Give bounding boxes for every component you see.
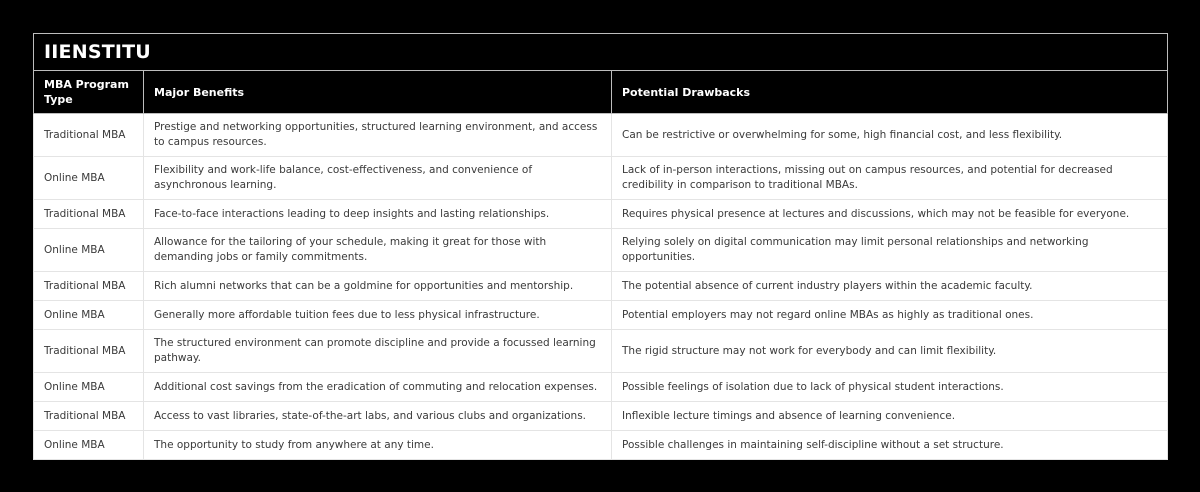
title-row — [34, 34, 1168, 71]
table-row — [34, 200, 1168, 229]
benefits-cell: Generally more affordable tuition fees due to less physical infrastructure. — [144, 301, 612, 330]
drawbacks-cell: Requires physical presence at lectures and discussions, which may not be feasible for everyone. — [612, 200, 1168, 229]
program-type-cell: Traditional MBA — [34, 272, 144, 301]
table-row — [34, 229, 1168, 272]
drawbacks-cell: Inflexible lecture timings and absence of learning convenience. — [612, 402, 1168, 431]
drawbacks-cell: Possible feelings of isolation due to lack of physical student interactions. — [612, 373, 1168, 402]
comparison-table-container — [33, 33, 1167, 460]
program-type-cell: Online MBA — [34, 373, 144, 402]
drawbacks-cell: The rigid structure may not work for everybody and can limit flexibility. — [612, 330, 1168, 373]
program-type-cell: Online MBA — [34, 431, 144, 460]
mba-comparison-table — [33, 33, 1168, 460]
drawbacks-cell: Potential employers may not regard online MBAs as highly as traditional ones. — [612, 301, 1168, 330]
benefits-cell: Additional cost savings from the eradication of commuting and relocation expenses. — [144, 373, 612, 402]
table-row — [34, 301, 1168, 330]
program-type-cell: Online MBA — [34, 157, 144, 200]
drawbacks-cell: Relying solely on digital communication may limit personal relationships and networking opportunities. — [612, 229, 1168, 272]
benefits-cell: Flexibility and work-life balance, cost-effectiveness, and convenience of asynchronous learning. — [144, 157, 612, 200]
benefits-cell: Rich alumni networks that can be a goldmine for opportunities and mentorship. — [144, 272, 612, 301]
program-type-cell: Online MBA — [34, 301, 144, 330]
program-type-cell: Online MBA — [34, 229, 144, 272]
drawbacks-cell: The potential absence of current industry players within the academic faculty. — [612, 272, 1168, 301]
benefits-cell: The structured environment can promote discipline and provide a focussed learning pathway. — [144, 330, 612, 373]
drawbacks-cell: Possible challenges in maintaining self-discipline without a set structure. — [612, 431, 1168, 460]
table-row — [34, 330, 1168, 373]
benefits-cell: Access to vast libraries, state-of-the-art labs, and various clubs and organizations. — [144, 402, 612, 431]
column-header-program-type: MBA Program Type — [34, 71, 144, 114]
table-row — [34, 272, 1168, 301]
program-type-cell: Traditional MBA — [34, 200, 144, 229]
benefits-cell: Allowance for the tailoring of your schedule, making it great for those with demanding jobs or family commitments. — [144, 229, 612, 272]
program-type-cell: Traditional MBA — [34, 402, 144, 431]
benefits-cell: Prestige and networking opportunities, structured learning environment, and access to campus resources. — [144, 114, 612, 157]
benefits-cell: Face-to-face interactions leading to deep insights and lasting relationships. — [144, 200, 612, 229]
drawbacks-cell: Can be restrictive or overwhelming for some, high financial cost, and less flexibility. — [612, 114, 1168, 157]
table-row — [34, 373, 1168, 402]
benefits-cell: The opportunity to study from anywhere at any time. — [144, 431, 612, 460]
table-row — [34, 402, 1168, 431]
header-row — [34, 71, 1168, 114]
program-type-cell: Traditional MBA — [34, 330, 144, 373]
table-title: IIENSTITU — [34, 34, 1168, 71]
column-header-benefits: Major Benefits — [144, 71, 612, 114]
table-row — [34, 157, 1168, 200]
program-type-cell: Traditional MBA — [34, 114, 144, 157]
table-row — [34, 431, 1168, 460]
column-header-drawbacks: Potential Drawbacks — [612, 71, 1168, 114]
table-row — [34, 114, 1168, 157]
drawbacks-cell: Lack of in-person interactions, missing out on campus resources, and potential for decreased credibility in comparison to traditional MBAs. — [612, 157, 1168, 200]
